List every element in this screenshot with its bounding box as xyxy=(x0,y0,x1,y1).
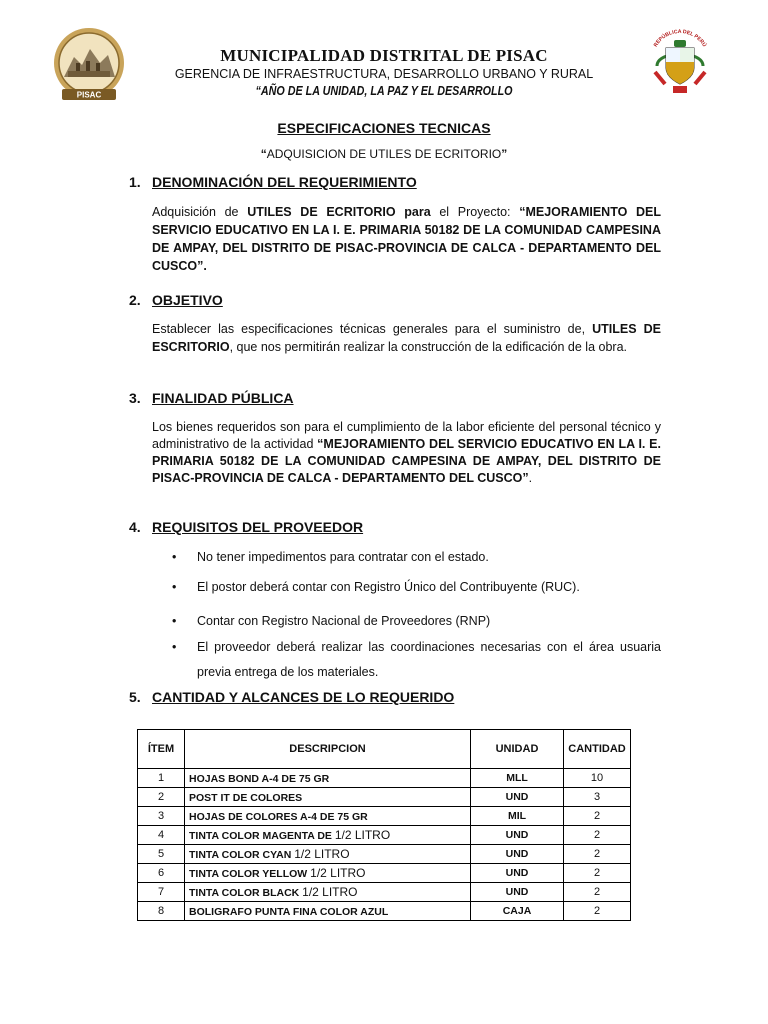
col-quantity-header: CANTIDAD xyxy=(564,730,631,769)
cell-description: TINTA COLOR MAGENTA DE 1/2 LITRO xyxy=(185,826,471,845)
table-row xyxy=(138,845,631,864)
pisac-logo-icon xyxy=(50,27,128,103)
table-row xyxy=(138,769,631,788)
cell-unit: UND xyxy=(471,864,564,883)
cell-item: 1 xyxy=(138,769,185,788)
requirements-table xyxy=(137,729,631,921)
cell-unit: MIL xyxy=(471,807,564,826)
table-row xyxy=(138,902,631,921)
section-number: 3. xyxy=(129,390,141,406)
col-unit-header: UNIDAD xyxy=(471,730,564,769)
section-heading-3 xyxy=(129,390,294,406)
table-row xyxy=(138,883,631,902)
table-row xyxy=(138,788,631,807)
peru-coat-of-arms-icon xyxy=(643,24,717,100)
cell-description: BOLIGRAFO PUNTA FINA COLOR AZUL xyxy=(185,902,471,921)
subtitle-text: ADQUISICION DE UTILES DE ECRITORIO xyxy=(266,147,502,161)
cell-description: TINTA COLOR CYAN 1/2 LITRO xyxy=(185,845,471,864)
table-header-row xyxy=(138,730,631,769)
cell-item: 6 xyxy=(138,864,185,883)
section-number: 2. xyxy=(129,292,141,308)
cell-unit: MLL xyxy=(471,769,564,788)
section-number: 5. xyxy=(129,689,141,705)
cell-item: 7 xyxy=(138,883,185,902)
document-title: ESPECIFICACIONES TECNICAS xyxy=(277,120,491,136)
cell-item: 2 xyxy=(138,788,185,807)
cell-quantity: 2 xyxy=(564,807,631,826)
cell-unit: UND xyxy=(471,788,564,807)
section-label: CANTIDAD Y ALCANCES DE LO REQUERIDO xyxy=(152,689,455,705)
requirement-bullet: • Contar con Registro Nacional de Proveedores (RNP) xyxy=(175,609,661,634)
section-3-paragraph: Los bienes requeridos son para el cumplimiento de la labor eficiente del personal técnico y administrativo de la actividad “MEJORAMIENTO DEL SERVICIO EDUCATIVO EN LA I. E. PRIMARIA 50182 DE LA COMUNIDAD CAMPESINA DE AMPAY, DEL DISTRITO DE PISAC-PROVINCIA DE CALCA - DEPARTAMENTO DEL CUSCO”. xyxy=(152,420,661,485)
requirement-bullet: • El postor deberá contar con Registro Único del Contribuyente (RUC). xyxy=(175,575,661,600)
section-2-paragraph: Establecer las especificaciones técnicas generales para el suministro de, UTILES DE ESCRITORIO, que nos permitirán realizar la construcción de la edificación de la obra. xyxy=(152,322,661,354)
cell-quantity: 2 xyxy=(564,883,631,902)
cell-description: TINTA COLOR YELLOW 1/2 LITRO xyxy=(185,864,471,883)
table-row xyxy=(138,864,631,883)
cell-item: 8 xyxy=(138,902,185,921)
quote-open: “ xyxy=(260,147,267,161)
document-subtitle xyxy=(0,147,768,161)
section-label: DENOMINACIÓN DEL REQUERIMIENTO xyxy=(152,174,417,190)
section-heading-4 xyxy=(129,519,363,535)
section-number: 1. xyxy=(129,174,141,190)
cell-quantity: 3 xyxy=(564,788,631,807)
section-number: 4. xyxy=(129,519,141,535)
logo-text: PISAC xyxy=(76,90,102,100)
cell-description: POST IT DE COLORES xyxy=(185,788,471,807)
cell-item: 3 xyxy=(138,807,185,826)
cell-unit: CAJA xyxy=(471,902,564,921)
section-1-paragraph: Adquisición de UTILES DE ECRITORIO para el Proyecto: “MEJORAMIENTO DEL SERVICIO EDUCATIVO EN LA I. E. PRIMARIA 50182 DE LA COMUNIDAD CAMPESINA DE AMPAY, DEL DISTRITO DE PISAC-PROVINCIA DE CALCA - DEPARTAMENTO DEL CUSCO”. xyxy=(152,205,662,273)
section-label: REQUISITOS DEL PROVEEDOR xyxy=(152,519,364,535)
section-heading-5 xyxy=(129,689,454,705)
col-description-header: DESCRIPCION xyxy=(185,730,471,769)
requirement-bullet: • El proveedor deberá realizar las coordinaciones necesarias con el área usuaria previa entrega de los materiales. xyxy=(175,635,661,685)
section-heading-1 xyxy=(129,174,417,190)
seal-text: REPÚBLICA DEL PERÚ xyxy=(652,28,708,49)
col-item-header: ÍTEM xyxy=(138,730,185,769)
section-heading-2 xyxy=(129,292,223,308)
cell-unit: UND xyxy=(471,845,564,864)
department-subtitle: GERENCIA DE INFRAESTRUCTURA, DESARROLLO URBANO Y RURAL xyxy=(174,67,594,81)
section-label: OBJETIVO xyxy=(152,292,223,308)
cell-description: TINTA COLOR BLACK 1/2 LITRO xyxy=(185,883,471,902)
cell-quantity: 10 xyxy=(564,769,631,788)
cell-description: HOJAS DE COLORES A-4 DE 75 GR xyxy=(185,807,471,826)
cell-quantity: 2 xyxy=(564,902,631,921)
cell-description: HOJAS BOND A-4 DE 75 GR xyxy=(185,769,471,788)
cell-item: 4 xyxy=(138,826,185,845)
municipality-title: MUNICIPALIDAD DISTRITAL DE PISAC xyxy=(220,46,548,65)
table-row xyxy=(138,807,631,826)
requirement-bullet: • No tener impedimentos para contratar con el estado. xyxy=(175,545,661,570)
cell-item: 5 xyxy=(138,845,185,864)
cell-unit: UND xyxy=(471,883,564,902)
table-row xyxy=(138,826,631,845)
cell-unit: UND xyxy=(471,826,564,845)
quote-close: ” xyxy=(501,147,508,161)
section-label: FINALIDAD PÚBLICA xyxy=(152,390,294,406)
cell-quantity: 2 xyxy=(564,864,631,883)
year-motto: “AÑO DE LA UNIDAD, LA PAZ Y EL DESARROLLO xyxy=(255,84,513,98)
cell-quantity: 2 xyxy=(564,826,631,845)
cell-quantity: 2 xyxy=(564,845,631,864)
